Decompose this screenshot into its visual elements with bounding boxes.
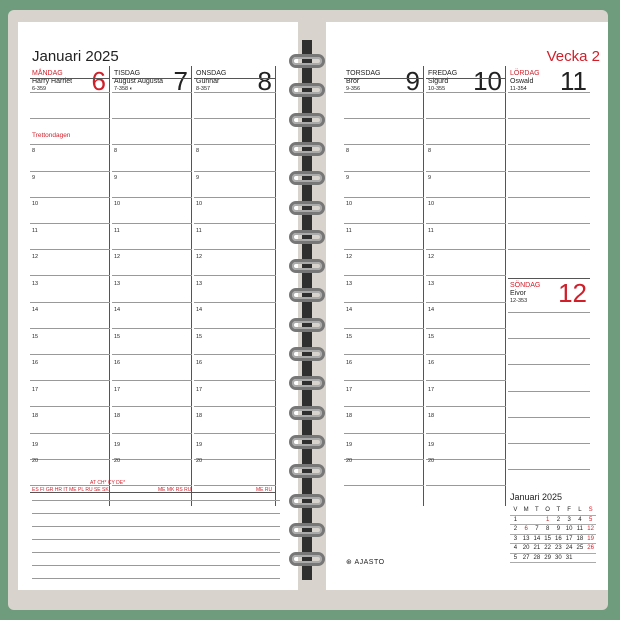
hour-label: 11 (428, 227, 434, 234)
time-slot-line (508, 223, 590, 224)
time-slot-line (344, 485, 424, 486)
calendar-day[interactable]: 27 (522, 554, 530, 561)
calendar-day[interactable]: 19 (587, 535, 594, 542)
time-slot-line (194, 197, 276, 198)
hour-label: 17 (114, 386, 121, 393)
time-slot-line (426, 302, 506, 303)
hour-label: 20 (114, 458, 121, 464)
time-slot-line (508, 197, 590, 198)
hour-label: 10 (428, 201, 435, 207)
time-slot-line (426, 433, 506, 434)
day-number: 8-357 (196, 86, 211, 92)
hour-label: 14 (346, 307, 353, 313)
calendar-day[interactable]: 3 (567, 516, 571, 523)
calendar-day[interactable]: 26 (587, 545, 594, 552)
time-slot-line (344, 380, 424, 381)
hour-label: 15 (346, 333, 353, 340)
time-slot-line (426, 406, 506, 407)
time-slot-line (30, 197, 110, 198)
spiral-ring (289, 552, 325, 566)
time-slot-line (112, 406, 192, 407)
spiral-ring (289, 259, 325, 273)
calendar-day[interactable]: 23 (555, 545, 562, 552)
hour-label: 8 (346, 148, 350, 154)
hour-label: 16 (114, 360, 121, 366)
time-slot-line (30, 328, 110, 329)
name-day: Oswald (510, 78, 534, 85)
hour-label: 9 (32, 174, 36, 181)
flags-tuesday: ME MK RS RU (158, 487, 192, 493)
time-slot-line (508, 92, 590, 93)
hour-label: 15 (114, 333, 121, 340)
mini-calendar-grid (510, 506, 596, 563)
time-slot-line (344, 328, 424, 329)
time-slot-line (344, 433, 424, 434)
hour-label: 8 (114, 148, 118, 154)
date-number: 12 (558, 278, 587, 308)
time-slot-line (112, 92, 192, 93)
time-slot-line (194, 92, 276, 93)
weekday-label: V (513, 507, 518, 514)
calendar-day[interactable]: 20 (522, 545, 530, 552)
calendar-day[interactable]: 21 (533, 545, 541, 552)
spiral-ring (289, 230, 325, 244)
day-name: TISDAG (114, 70, 141, 77)
hour-label: 19 (114, 442, 121, 448)
time-slot-line (426, 197, 506, 198)
day-name: TORSDAG (346, 70, 381, 77)
time-slot-line (508, 249, 590, 250)
week-number: 5 (513, 554, 518, 561)
time-slot-line (112, 144, 192, 145)
hour-label: 12 (32, 254, 39, 260)
date-number: 7 (173, 66, 188, 96)
hour-label: 14 (114, 307, 121, 313)
notes-line (32, 526, 280, 527)
time-slot-line (508, 364, 590, 365)
notes-line (32, 578, 280, 579)
time-slot-line (112, 380, 192, 381)
hour-label: 11 (346, 227, 352, 234)
calendar-day[interactable]: 5 (588, 516, 593, 523)
flags-monday-bottom: ES FI GR HR IT ME PL RU SE SK (32, 487, 109, 493)
hour-label: 12 (346, 254, 353, 260)
hour-label: 11 (32, 227, 38, 234)
hour-label: 20 (428, 458, 435, 464)
hour-label: 18 (428, 413, 435, 419)
time-slot-line (344, 92, 424, 93)
time-slot-line (30, 249, 110, 250)
calendar-day[interactable]: 28 (533, 554, 541, 561)
day-name: ONSDAG (196, 70, 227, 77)
flags-monday-top: AT CH* CY DE* (90, 480, 126, 486)
weekday-label: T (535, 507, 539, 514)
time-slot-line (194, 144, 276, 145)
day-number: 10-355 (428, 86, 446, 92)
time-slot-line (30, 354, 110, 355)
header-divider (112, 78, 192, 79)
hour-label: 19 (428, 442, 435, 448)
hour-label: 19 (32, 442, 39, 448)
notes-line (32, 500, 280, 501)
day-name: MÅNDAG (32, 70, 63, 77)
time-slot-line (194, 459, 276, 460)
mini-calendar-week (510, 516, 596, 526)
hour-label: 18 (196, 413, 203, 419)
mini-calendar-week (510, 544, 596, 554)
hour-label: 10 (346, 201, 353, 207)
hour-label: 16 (196, 360, 203, 366)
calendar-day[interactable]: 17 (565, 535, 573, 542)
time-slot-line (344, 171, 424, 172)
time-slot-line (112, 328, 192, 329)
day-column-thursday[interactable] (344, 66, 424, 506)
time-slot-line (112, 197, 192, 198)
time-slot-line (194, 380, 276, 381)
calendar-day[interactable]: 12 (587, 526, 594, 533)
time-slot-line (344, 275, 424, 276)
time-slot-line (344, 144, 424, 145)
day-number: 12-353 (510, 298, 528, 304)
hour-label: 17 (346, 386, 353, 393)
calendar-day[interactable]: 15 (544, 535, 551, 542)
mini-calendar-header (510, 506, 596, 516)
time-slot-line (112, 354, 192, 355)
time-slot-line (112, 171, 192, 172)
time-slot-line (30, 144, 110, 145)
hour-label: 9 (428, 174, 432, 181)
header-divider (344, 78, 424, 79)
time-slot-line (426, 171, 506, 172)
weekday-label: M (523, 507, 529, 514)
spiral-ring (289, 523, 325, 537)
time-slot-line (508, 391, 590, 392)
time-slot-line (30, 459, 110, 460)
hour-label: 12 (196, 254, 203, 260)
hour-label: 17 (428, 386, 435, 393)
calendar-day[interactable]: 7 (535, 526, 539, 533)
time-slot-line (344, 118, 424, 119)
spiral-ring (289, 83, 325, 97)
mini-calendar-week (510, 535, 596, 545)
time-slot-line (112, 302, 192, 303)
calendar-day[interactable]: 14 (533, 535, 541, 542)
time-slot-line (508, 338, 590, 339)
hour-label: 11 (196, 227, 202, 234)
time-slot-line (426, 354, 506, 355)
right-page (326, 22, 608, 590)
hour-label: 13 (346, 280, 353, 287)
time-slot-line (426, 223, 506, 224)
notes-line (32, 513, 280, 514)
time-slot-line (426, 380, 506, 381)
hour-label: 20 (346, 458, 353, 464)
time-slot-line (344, 406, 424, 407)
time-slot-line (194, 223, 276, 224)
hour-label: 13 (196, 280, 203, 287)
spiral-ring (289, 347, 325, 361)
week-title: Vecka 2 (546, 48, 600, 65)
hour-label: 16 (346, 360, 353, 366)
spiral-ring (289, 435, 325, 449)
hour-label: 19 (346, 442, 353, 448)
calendar-day[interactable]: 29 (544, 554, 551, 561)
time-slot-line (426, 249, 506, 250)
date-number: 11 (560, 66, 587, 96)
hour-label: 15 (32, 333, 39, 340)
month-title: Januari 2025 (32, 48, 119, 65)
time-slot-line (30, 275, 110, 276)
notes-line (32, 539, 280, 540)
day-column-sunday[interactable] (508, 278, 590, 468)
calendar-day[interactable]: 16 (555, 535, 562, 542)
time-slot-line (508, 118, 590, 119)
weekday-label: O (545, 507, 550, 514)
spiral-ring (289, 464, 325, 478)
name-day: August Augusta (114, 78, 164, 85)
weekday-label: S (588, 507, 593, 514)
name-day: Eivor (510, 290, 526, 297)
day-column-friday[interactable] (426, 66, 506, 506)
hour-label: 9 (114, 174, 118, 181)
time-slot-line (426, 485, 506, 486)
calendar-day[interactable]: 9 (556, 526, 561, 533)
time-slot-line (344, 197, 424, 198)
hour-label: 9 (346, 174, 350, 181)
calendar-day[interactable]: 2 (556, 516, 561, 523)
time-slot-line (194, 485, 276, 486)
day-column-wednesday[interactable] (194, 66, 276, 506)
hour-label: 16 (32, 360, 39, 366)
notes-line (32, 565, 280, 566)
hour-label: 18 (114, 413, 121, 419)
calendar-day[interactable]: 31 (565, 554, 573, 561)
sunday-divider (508, 278, 590, 279)
time-slot-line (30, 433, 110, 434)
time-slot-line (30, 223, 110, 224)
time-slot-line (344, 459, 424, 460)
time-slot-line (194, 275, 276, 276)
week-number: 2 (513, 526, 518, 533)
time-slot-line (30, 92, 110, 93)
calendar-day[interactable]: 6 (524, 526, 528, 533)
calendar-day[interactable]: 22 (544, 545, 551, 552)
time-slot-line (508, 144, 590, 145)
week-number: 1 (513, 516, 518, 523)
date-number: 9 (405, 66, 420, 96)
time-slot-line (194, 328, 276, 329)
hour-label: 18 (32, 413, 39, 419)
hour-label: 14 (428, 307, 435, 313)
week-number: 4 (513, 545, 518, 552)
time-slot-line (508, 443, 590, 444)
time-slot-line (194, 354, 276, 355)
hour-label: 17 (196, 386, 203, 393)
day-column-monday[interactable] (30, 66, 110, 506)
time-slot-line (344, 249, 424, 250)
hour-label: 13 (114, 280, 121, 287)
calendar-day[interactable]: 13 (522, 535, 530, 542)
mini-calendar-title: Januari 2025 (510, 492, 563, 502)
hour-label: 20 (196, 458, 203, 464)
hour-label: 13 (32, 280, 39, 287)
spiral-ring (289, 288, 325, 302)
day-number: 7-358 ◐ (114, 86, 133, 92)
time-slot-line (30, 118, 110, 119)
spiral-ring (289, 142, 325, 156)
notes-line (32, 552, 280, 553)
time-slot-line (112, 275, 192, 276)
time-slot-line (508, 417, 590, 418)
time-slot-line (112, 118, 192, 119)
header-divider (194, 78, 276, 79)
time-slot-line (194, 118, 276, 119)
hour-label: 18 (346, 413, 353, 419)
time-slot-line (194, 433, 276, 434)
flags-wednesday: ME RU (256, 487, 273, 493)
holiday-label: Trettondagen (32, 132, 71, 139)
mini-calendar (510, 492, 596, 563)
day-number: 9-356 (346, 86, 361, 92)
time-slot-line (112, 249, 192, 250)
hour-label: 15 (196, 333, 203, 340)
weekday-label: L (578, 507, 582, 514)
hour-label: 17 (32, 386, 39, 393)
brand-logo: ⊛ AJASTO (346, 559, 385, 566)
hour-label: 14 (196, 307, 203, 313)
time-slot-line (194, 171, 276, 172)
hour-label: 10 (32, 201, 39, 207)
hour-label: 8 (196, 148, 200, 154)
day-name: FREDAG (428, 70, 458, 77)
day-number: 6-359 (32, 86, 47, 92)
calendar-day[interactable]: 25 (576, 545, 584, 552)
name-day: Sigurd (428, 78, 449, 85)
brand-name: AJASTO (354, 559, 385, 566)
calendar-day[interactable]: 10 (565, 526, 573, 533)
header-divider (30, 78, 110, 79)
hour-label: 15 (428, 333, 435, 340)
date-number: 10 (473, 66, 502, 96)
day-name: SÖNDAG (510, 282, 541, 289)
week-number: 3 (513, 535, 518, 542)
time-slot-line (194, 249, 276, 250)
mini-calendar-week (510, 525, 596, 535)
time-slot-line (30, 406, 110, 407)
date-number: 8 (257, 66, 272, 96)
time-slot-line (194, 406, 276, 407)
spiral-ring (289, 376, 325, 390)
mini-calendar-week (510, 554, 596, 564)
hour-label: 8 (428, 148, 432, 154)
calendar-day[interactable]: 8 (545, 526, 550, 533)
hour-label: 20 (32, 458, 39, 464)
name-day: Gunnar (196, 78, 220, 85)
time-slot-line (426, 275, 506, 276)
calendar-day[interactable]: 11 (576, 526, 583, 533)
day-number: 11-354 (510, 86, 527, 92)
day-column-tuesday[interactable] (112, 66, 192, 506)
date-number: 6 (91, 66, 106, 96)
spiral-ring (289, 113, 325, 127)
spiral-ring (289, 54, 325, 68)
hour-label: 12 (428, 254, 435, 260)
hour-label: 11 (114, 227, 120, 234)
calendar-day[interactable]: 24 (565, 545, 573, 552)
hour-label: 10 (114, 201, 121, 207)
name-day: Bror (346, 78, 360, 85)
spiral-ring (289, 494, 325, 508)
spiral-ring (289, 201, 325, 215)
calendar-day[interactable]: 4 (578, 516, 582, 523)
spiral-ring (289, 318, 325, 332)
time-slot-line (194, 302, 276, 303)
time-slot-line (30, 171, 110, 172)
time-slot-line (426, 144, 506, 145)
calendar-day[interactable]: 30 (555, 554, 562, 561)
left-page (18, 22, 298, 590)
day-name: LÖRDAG (510, 70, 540, 77)
hour-label: 13 (428, 280, 435, 287)
time-slot-line (112, 433, 192, 434)
time-slot-line (344, 354, 424, 355)
time-slot-line (508, 312, 590, 313)
hour-label: 19 (196, 442, 203, 448)
time-slot-line (426, 459, 506, 460)
time-slot-line (30, 380, 110, 381)
time-slot-line (344, 302, 424, 303)
hour-label: 14 (32, 307, 39, 313)
calendar-day[interactable]: 18 (576, 535, 584, 542)
time-slot-line (112, 459, 192, 460)
weekday-label: T (556, 507, 561, 514)
hour-label: 10 (196, 201, 203, 207)
spiral-ring (289, 171, 325, 185)
time-slot-line (344, 223, 424, 224)
header-divider (426, 78, 506, 79)
spiral-ring (289, 406, 325, 420)
name-day: Harry Harriet (32, 78, 73, 85)
hour-label: 8 (32, 148, 36, 154)
hour-label: 9 (196, 174, 200, 181)
time-slot-line (508, 171, 590, 172)
calendar-day[interactable]: 1 (545, 516, 550, 523)
time-slot-line (426, 328, 506, 329)
hour-label: 16 (428, 360, 435, 366)
time-slot-line (112, 223, 192, 224)
weekday-label: F (567, 507, 571, 514)
hour-label: 12 (114, 254, 121, 260)
time-slot-line (426, 118, 506, 119)
time-slot-line (508, 469, 590, 470)
time-slot-line (426, 92, 506, 93)
time-slot-line (30, 302, 110, 303)
